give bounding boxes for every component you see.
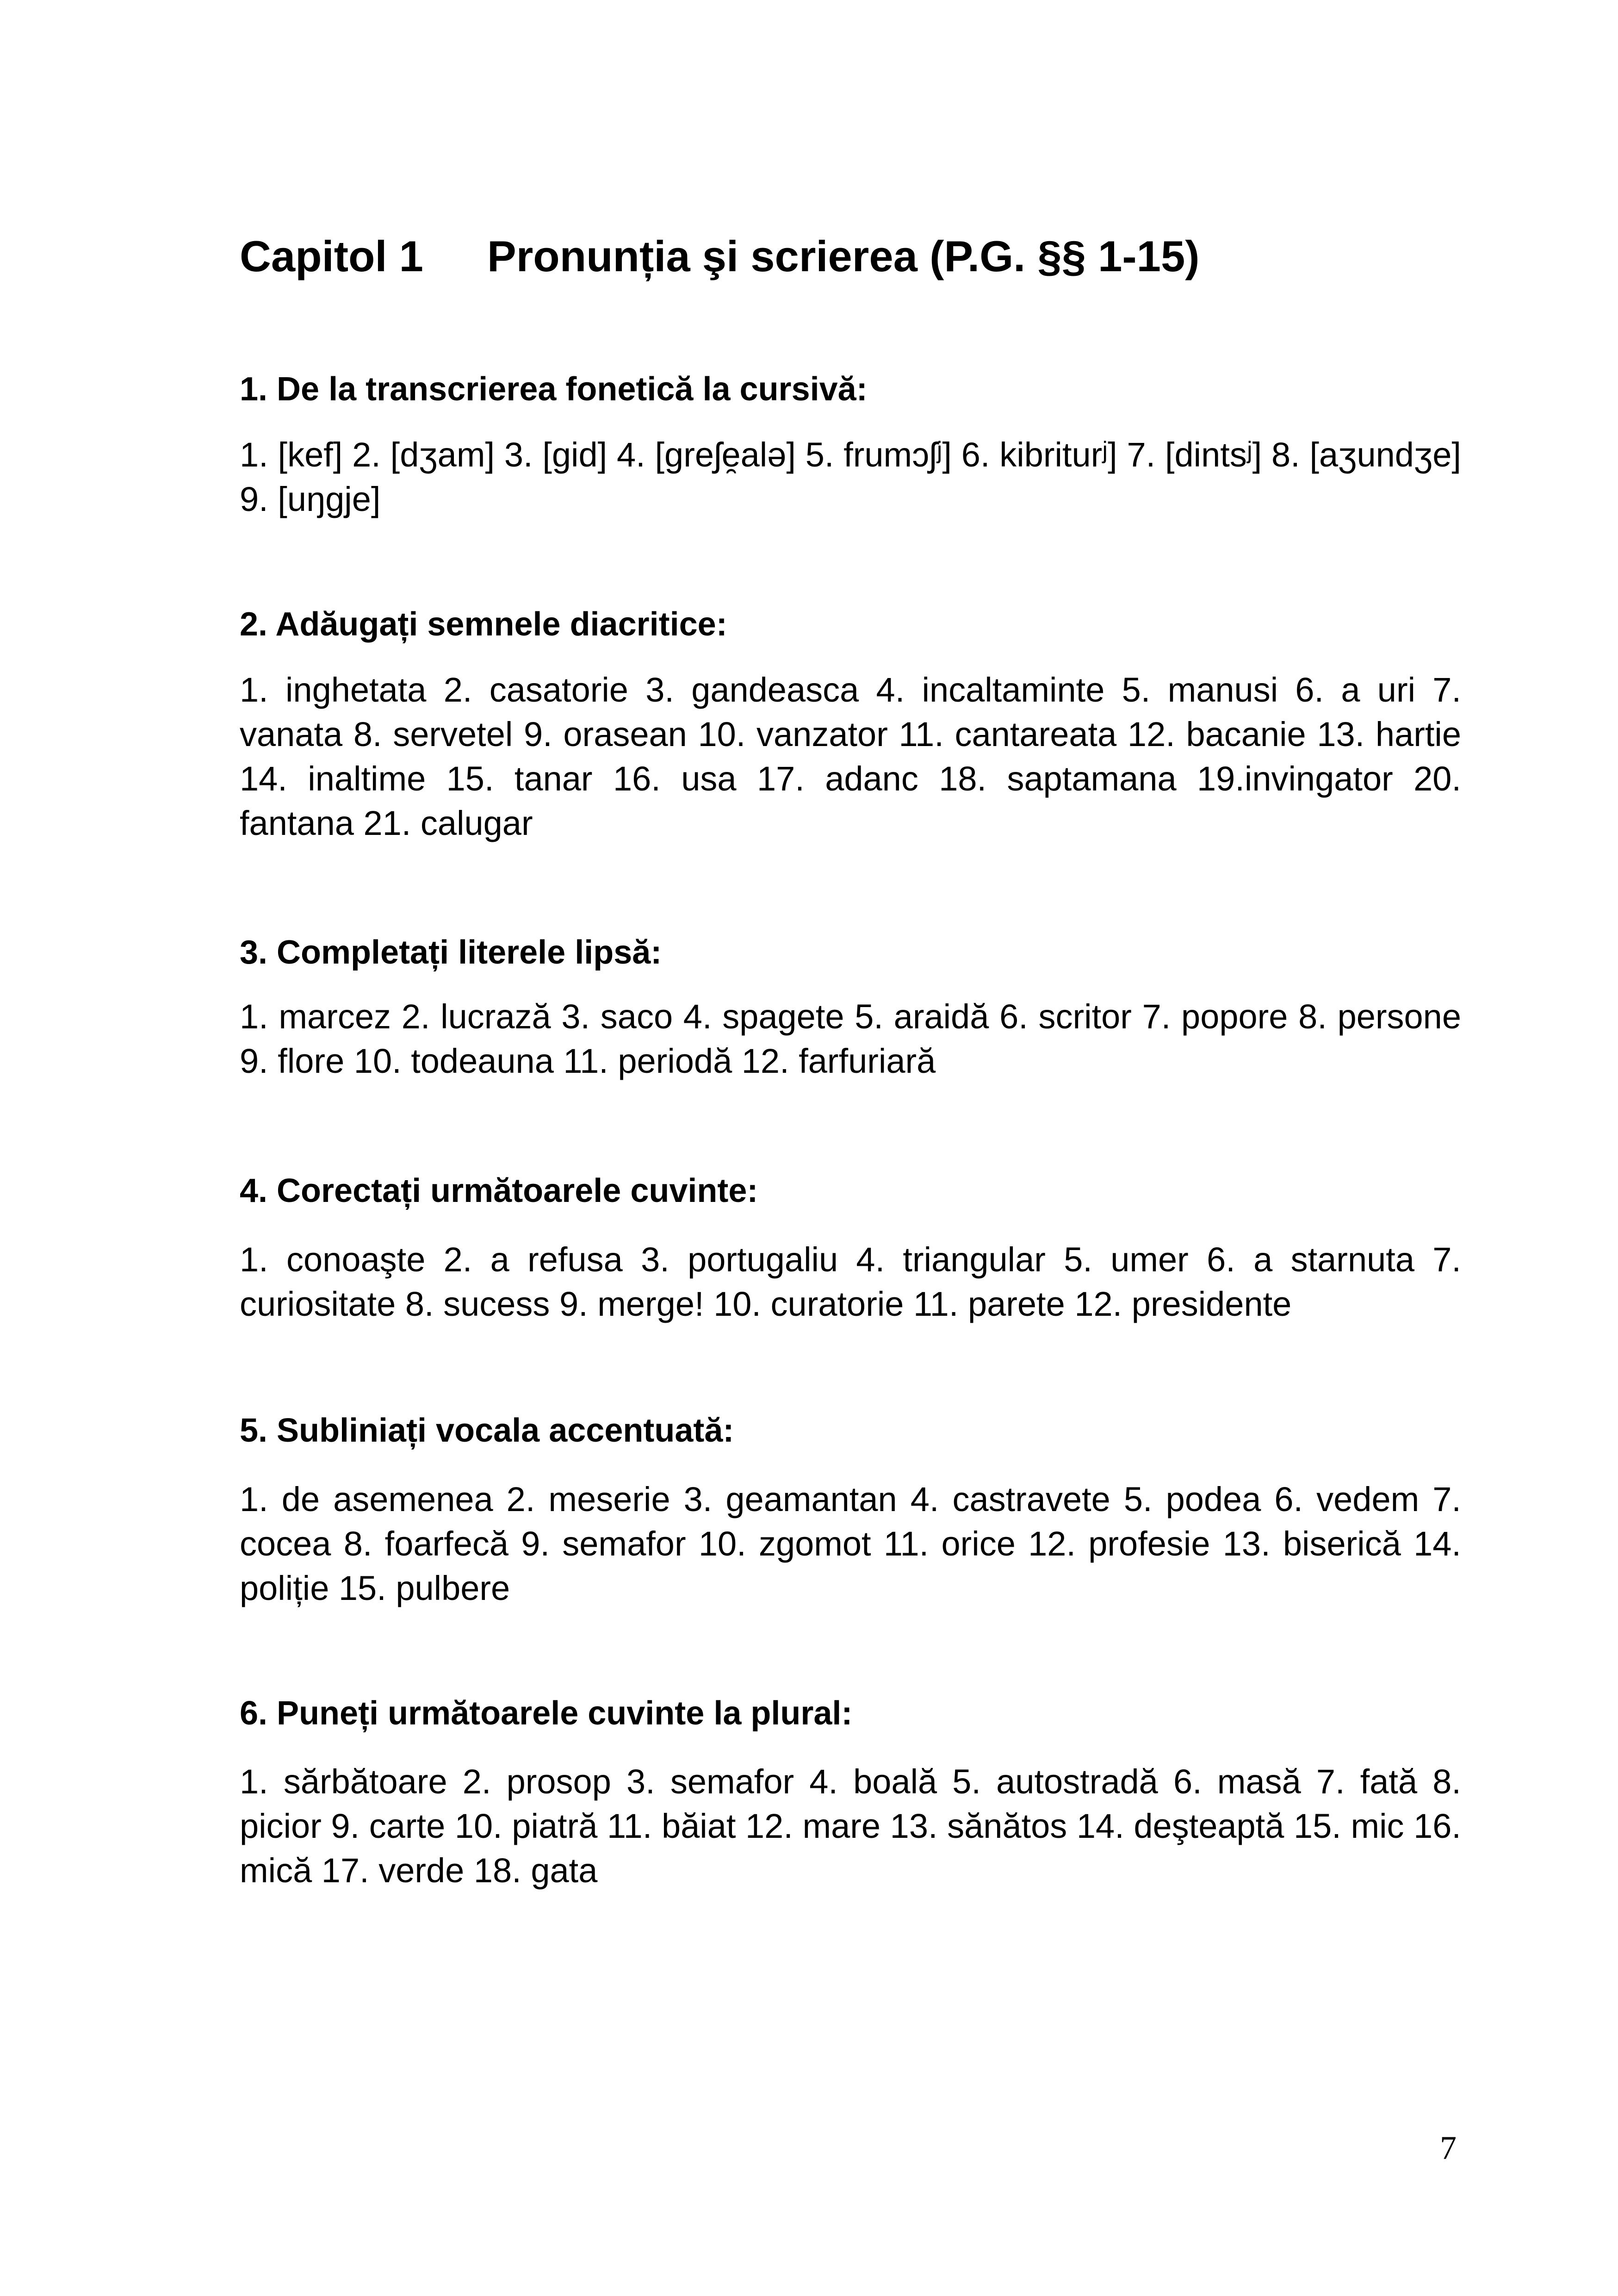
exercise-3-heading: 3. Completați literele lipsă: bbox=[240, 934, 662, 971]
exercise-6-heading: 6. Puneți următoarele cuvinte la plural: bbox=[240, 1695, 853, 1732]
exercise-4-text: 1. conoaşte 2. a refusa 3. portugaliu 4. triangular 5. umer 6. a starnuta 7. curiositate 8. sucess 9. merge! 10. curatorie 11. parete 12. presidente bbox=[240, 1240, 1461, 1323]
chapter-number: Capitol 1 bbox=[240, 232, 423, 280]
chapter-title bbox=[240, 231, 1200, 281]
exercise-1-heading: 1. De la transcrierea fonetică la cursivă: bbox=[240, 371, 868, 408]
exercise-1-text: 1. [kef] 2. [dʒam] 3. [gid] 4. [greʃe̯alə] 5. frumɔʃʲ] 6. kibriturʲ] 7. [dintsʲ] 8. [aʒundʒe] 9. [uŋgje] bbox=[240, 436, 1461, 518]
exercise-2-heading: 2. Adăugați semnele diacritice: bbox=[240, 606, 727, 643]
exercise-5-heading: 5. Subliniați vocala accentuată: bbox=[240, 1412, 734, 1449]
exercise-5-text: 1. de asemenea 2. meserie 3. geamantan 4. castravete 5. podea 6. vedem 7. cocea 8. foarfecă 9. semafor 10. zgomot 11. orice 12. profesie 13. biserică 14. poliție 15. pulbere bbox=[240, 1480, 1461, 1607]
exercise-6-text: 1. sărbătoare 2. prosop 3. semafor 4. boală 5. autostradă 6. masă 7. fată 8. picior 9. carte 10. piatră 11. băiat 12. mare 13. sănătos 14. deşteaptă 15. mic 16. mică 17. verde 18. gata bbox=[240, 1762, 1461, 1890]
exercise-3-text: 1. marcez 2. lucrază 3. saco 4. spagete 5. araidă 6. scritor 7. popore 8. persone 9. flore 10. todeauna 11. periodă 12. farfuriară bbox=[240, 997, 1461, 1080]
page-number: 7 bbox=[1440, 2129, 1457, 2166]
chapter-name: Pronunția şi scrierea (P.G. §§ 1-15) bbox=[487, 232, 1200, 280]
exercise-2-text: 1. inghetata 2. casatorie 3. gandeasca 4. incaltaminte 5. manusi 6. a uri 7. vanata 8. servetel 9. orasean 10. vanzator 11. cantareata 12. bacanie 13. hartie 14. inaltime 15. tanar 16. usa 17. adanc 18. saptamana 19.invingator 20. fantana 21. calugar bbox=[240, 671, 1461, 842]
exercise-4-heading: 4. Corectați următoarele cuvinte: bbox=[240, 1172, 758, 1209]
